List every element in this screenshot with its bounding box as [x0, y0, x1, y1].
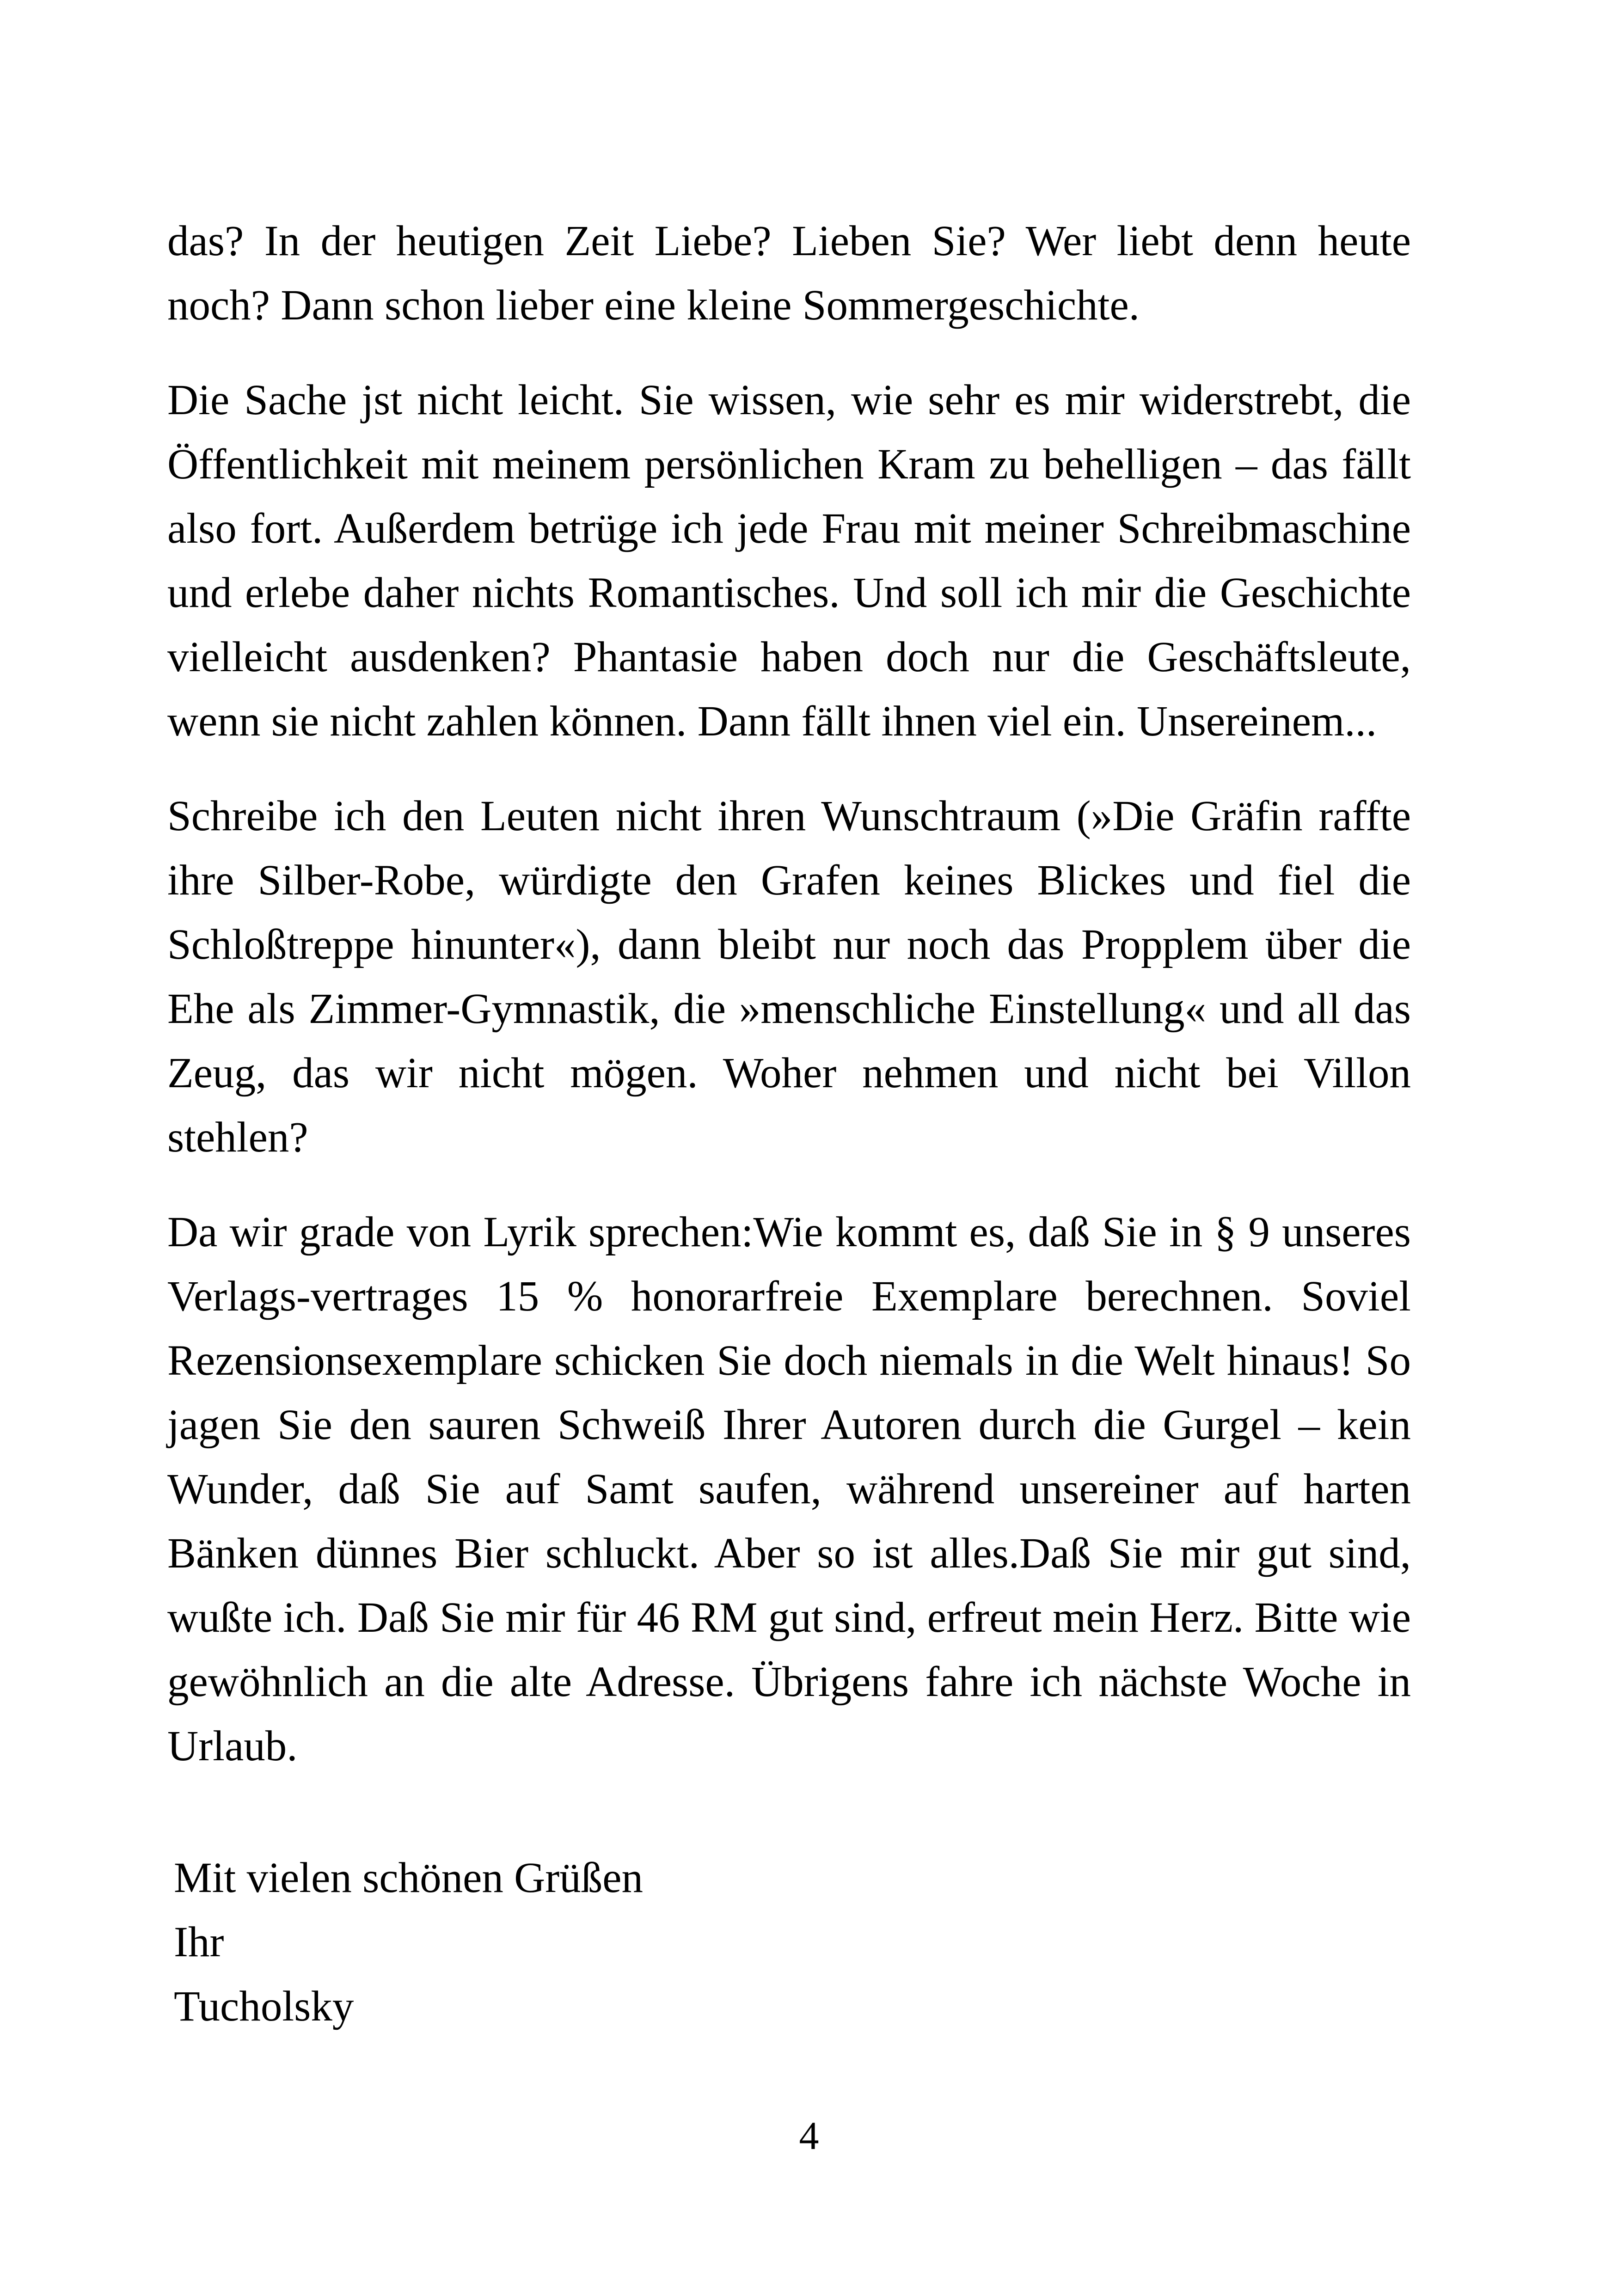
closing-greeting: Mit vielen schönen Grüßen	[174, 1854, 644, 1902]
paragraph-1: das? In der heutigen Zeit Liebe? Lieben Sie? Wer liebt denn heute noch? Dann schon lieber eine kleine Sommergeschichte.	[167, 217, 1411, 329]
page-number: 4	[799, 2113, 819, 2158]
paragraph-4: Da wir grade von Lyrik sprechen:Wie kommt es, daß Sie in § 9 unseres Verlags-vertrages 15 % honorarfreie Exemplare berechnen. Soviel Rezensionsexemplare schicken Sie doch niemals in die Welt hinaus! So jagen Sie den sauren Schweiß Ihrer Autoren durch die Gurgel – kein Wunder, daß Sie auf Samt saufen, während unsereiner auf harten Bänken dünnes Bier schluckt. Aber so ist alles.Daß Sie mir gut sind, wußte ich. Daß Sie mir für 46 RM gut sind, erfreut mein Herz. Bitte wie gewöhnlich an die alte Adresse. Übrigens fahre ich nächste Woche in Urlaub.	[167, 1208, 1411, 1770]
closing-pronoun: Ihr	[174, 1918, 224, 1966]
paragraph-3: Schreibe ich den Leuten nicht ihren Wunschtraum (»Die Gräfin raffte ihre Silber-Robe, würdigte den Grafen keines Blickes und fiel die Schloßtreppe hinunter«), dann bleibt nur noch das Propplem über die Ehe als Zimmer-Gymnastik, die »menschliche Einstellung« und all das Zeug, das wir nicht mögen. Woher nehmen und nicht bei Villon stehlen?	[167, 792, 1411, 1161]
paragraph-2: Die Sache jst nicht leicht. Sie wissen, wie sehr es mir widerstrebt, die Öffentlichkeit mit meinem persönlichen Kram zu behelligen – das fällt also fort. Außerdem betrüge ich jede Frau mit meiner Schreibmaschine und erlebe daher nichts Romantisches. Und soll ich mir die Geschichte vielleicht ausdenken? Phantasie haben doch nur die Geschäftsleute, wenn sie nicht zahlen können. Dann fällt ihnen viel ein. Unsereinem...	[167, 376, 1411, 745]
letter-closing	[174, 1846, 643, 2039]
letter-body	[167, 209, 1411, 1809]
closing-signature: Tucholsky	[174, 1983, 354, 2030]
